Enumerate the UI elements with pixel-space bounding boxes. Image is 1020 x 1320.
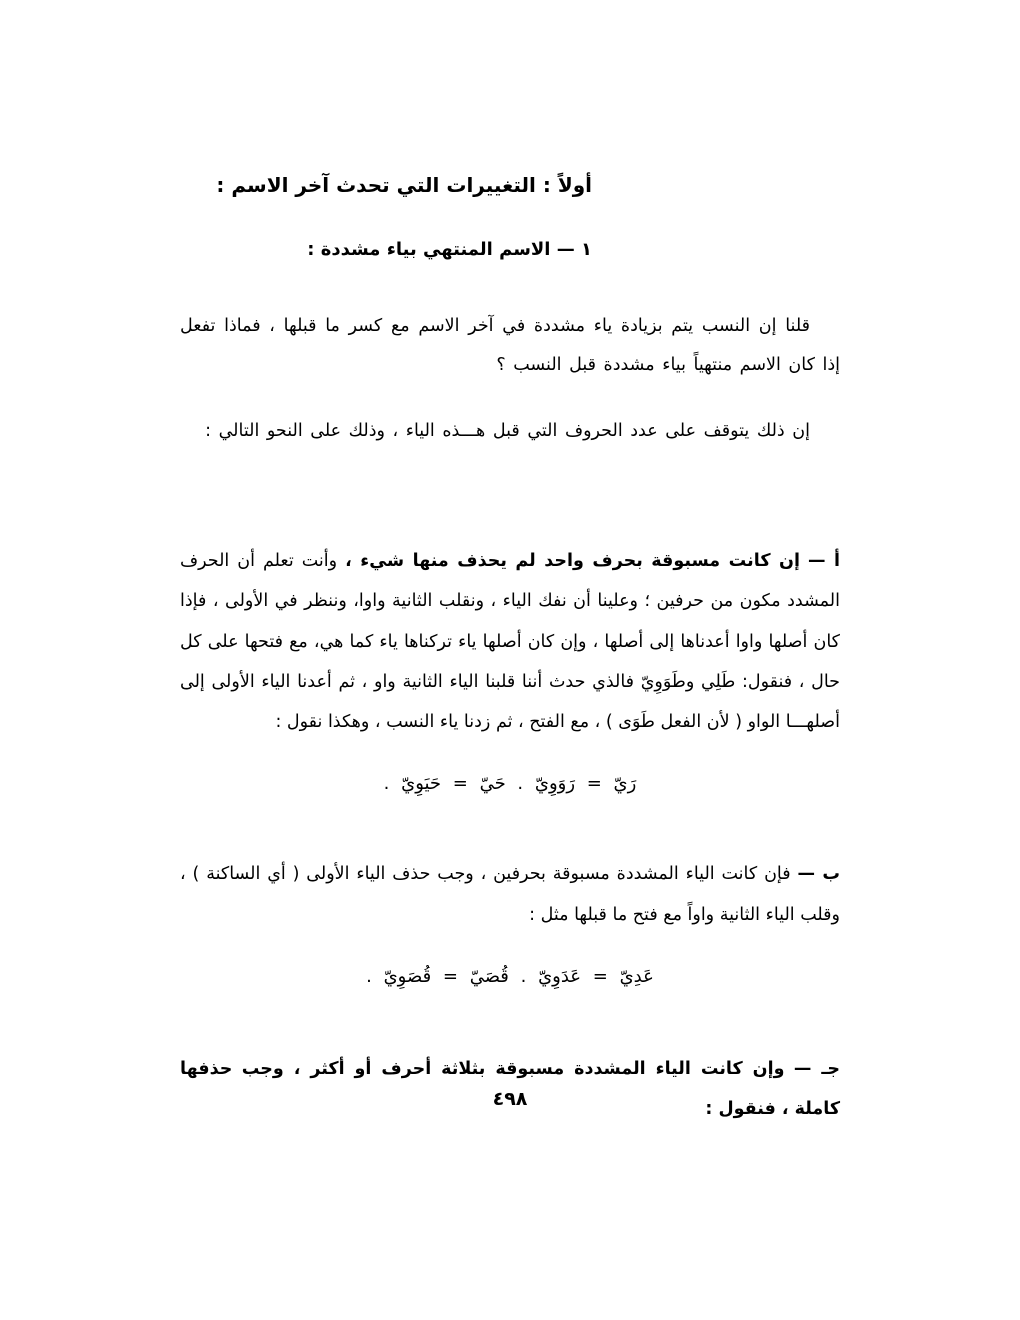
paragraph-intro-2: إن ذلك يتوقف على عدد الحروف التي قبل هـــذه الياء ، وذلك على النحو التالي :: [205, 420, 810, 441]
section-b-text: [180, 854, 840, 935]
section-a: [180, 541, 840, 802]
section-b-examples: عَدِيّ = عَدَوِيّ . قُصَيّ = قُصَوِيّ .: [366, 965, 654, 987]
spacer: [180, 802, 840, 826]
page-number: ٤٩٨: [492, 1088, 528, 1110]
section-a-lead: إن كانت مسبوقة بحرف واحد لم يحذف منها شيء ،: [345, 551, 800, 572]
spacer: [180, 995, 840, 1019]
section-c-body: حذفها كاملة ، فنقول :: [180, 1058, 840, 1120]
spacer: [180, 742, 840, 766]
section-b: [180, 854, 840, 995]
spacer: [180, 935, 840, 959]
section-a-examples: رَيّ = رَوَوِيّ . حَيّ = حَيَوِيّ .: [383, 773, 637, 795]
section-b-marker: ب —: [797, 864, 840, 885]
section-c-lead: وإن كانت الياء المشددة مسبوقة بثلاثة أحرف أو أكثر ، وجب: [241, 1058, 785, 1079]
paragraph-intro-1: قلنا إن النسب يتم بزيادة ياء مشددة في آخر الاسم مع كسر ما قبلها ، فماذا تفعل إذا كان الاسم منتهياً بياء مشددة قبل النسب ؟: [180, 316, 840, 376]
section-c-marker: جـ —: [793, 1058, 840, 1079]
section-a-body: وأنت تعلم أن الحرف المشدد مكون من حرفين ؛ وعلينا أن نفك الياء ، ونقلب الثانية واوا، وننظر في الأولى ، فإذا كان أصلها واوا أعدناها إلى أصلها ، وإن كان أصلها ياء تركناها ياء كما هي، مع فتحها على كل حال ، فنقول: طَلِي وطَوَوِيّ فالذي حدث أننا قلبنا الياء الثانية واو ، ثم أعدنا الياء الأولى إلى أصلهـــا الواو ( لأن الفعل طَوَى ) ، مع الفتح ، ثم زدنا ياء النسب ، وهكذا نقول :: [180, 551, 840, 733]
section-a-marker: أ —: [807, 551, 840, 572]
section-a-text: [180, 541, 840, 742]
spacer: [180, 477, 840, 511]
page-content: [180, 170, 840, 1129]
section-b-body: فإن كانت الياء المشددة مسبوقة بحرفين ، وجب حذف الياء الأولى ( أي الساكنة ) ، وقلب الياء الثانية واواً مع فتح ما قبلها مثل :: [180, 864, 840, 925]
section-subtitle: ١ — الاسم المنتهي بياء مشددة :: [307, 239, 592, 260]
page-title: أولاً : التغييرات التي تحدث آخر الاسم :: [216, 173, 592, 197]
